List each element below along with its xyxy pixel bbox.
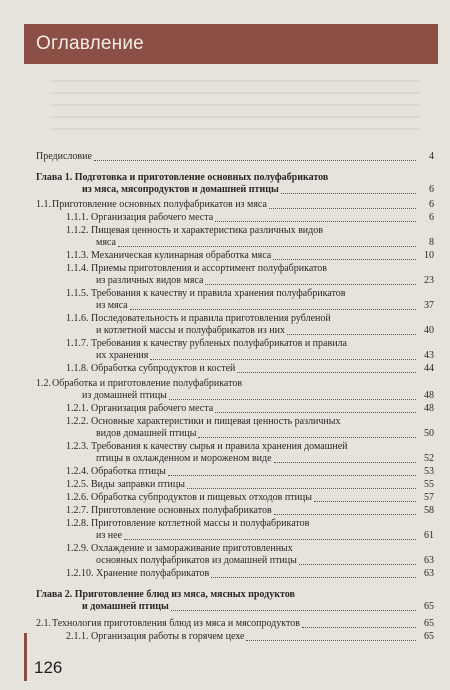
toc-page-number: 61 [424, 530, 434, 541]
toc-entry-title: Предисловие [36, 151, 92, 162]
toc-page-number: 65 [424, 601, 434, 612]
toc-entry-title: птицы в охлажденном и мороженом виде [96, 453, 272, 464]
bleed-through-text [50, 70, 420, 140]
toc-page-number: 37 [424, 300, 434, 311]
toc-entry-title: из домашней птицы [82, 390, 167, 401]
toc-entry [36, 225, 434, 249]
toc-leader-dots [198, 437, 416, 438]
toc-page-number: 48 [424, 403, 434, 414]
toc-entry [36, 543, 434, 567]
page-number: 126 [34, 658, 63, 677]
table-of-contents [36, 143, 434, 663]
toc-page-number: 63 [424, 568, 434, 579]
toc-entry-title: 1.2.1. Организация рабочего места [66, 403, 214, 414]
toc-page-number: 57 [424, 492, 434, 503]
toc-entry [36, 492, 434, 504]
toc-entry-title: 1.2.7. Приготовление основных полуфабрикатов [66, 505, 272, 516]
toc-leader-dots [237, 372, 416, 373]
toc-entry-title: из нее [96, 530, 123, 541]
toc-leader-dots [274, 514, 416, 515]
toc-entry [36, 250, 434, 262]
toc-entry-title: 1.2.5. Виды заправки птицы [66, 479, 185, 490]
toc-page-number: 8 [429, 237, 434, 248]
toc-entry-title: их хранения [96, 350, 149, 361]
toc-page-number: 10 [424, 250, 434, 261]
toc-entry [36, 263, 434, 287]
toc-leader-dots [314, 501, 416, 502]
toc-entry [36, 151, 434, 163]
toc-entry [36, 378, 434, 402]
toc-entry [36, 518, 434, 542]
toc-entry [36, 199, 434, 211]
toc-entry [36, 416, 434, 440]
toc-entry-title: и котлетной массы и полуфабрикатов из них [96, 325, 286, 336]
toc-page-number: 43 [424, 350, 434, 361]
toc-entry-title: 1.2.10. Хранение полуфабрикатов [66, 568, 210, 579]
toc-page-number: 6 [429, 184, 434, 195]
toc-entry [36, 466, 434, 478]
toc-entry [36, 618, 434, 630]
toc-entry-number: 1.1. [36, 199, 51, 210]
toc-entry [36, 568, 434, 580]
toc-page-number: 50 [424, 428, 434, 439]
toc-entry-title: 1.2.8. Приготовление котлетной массы и полуфабрикатов [66, 518, 310, 529]
toc-leader-dots [281, 193, 416, 194]
toc-entry [36, 313, 434, 337]
toc-entry-title: мяса [96, 237, 116, 248]
toc-entry-title: 2.1.1. Организация работы в горячем цехе [66, 631, 245, 642]
toc-page-number: 63 [424, 555, 434, 566]
toc-entry [36, 479, 434, 491]
toc-leader-dots [205, 284, 416, 285]
toc-leader-dots [246, 640, 416, 641]
toc-leader-dots [287, 334, 416, 335]
footer-accent-bar [24, 633, 27, 681]
toc-entry-title: 1.1.6. Последовательность и правила приготовления рубленой [66, 313, 331, 324]
toc-entry-number: 2.1. [36, 618, 51, 629]
toc-entry-title: 1.2.4. Обработка птицы [66, 466, 166, 477]
toc-leader-dots [130, 309, 416, 310]
toc-page-number: 6 [429, 212, 434, 223]
toc-entry-title: 1.2.6. Обработка субпродуктов и пищевых отходов птицы [66, 492, 312, 503]
toc-entry [36, 631, 434, 643]
toc-entry [36, 212, 434, 224]
toc-leader-dots [302, 627, 416, 628]
toc-entry-title: и домашней птицы [82, 601, 169, 612]
toc-page-number: 23 [424, 275, 434, 286]
toc-page-number: 65 [424, 618, 434, 629]
toc-entry-number: 1.2. [36, 378, 51, 389]
toc-entry-title: Глава 2. Приготовление блюд из мяса, мясных продуктов [36, 589, 295, 600]
toc-leader-dots [124, 539, 416, 540]
toc-entry-title: 1.1.4. Приемы приготовления и ассортимент полуфабрикатов [66, 263, 327, 274]
toc-leader-dots [118, 246, 416, 247]
toc-entry-title: 1.2.3. Требования к качеству сырья и правила хранения домашней [66, 441, 348, 452]
toc-leader-dots [211, 577, 416, 578]
toc-entry-title: Глава 1. Подготовка и приготовление основных полуфабрикатов [36, 172, 329, 183]
toc-leader-dots [168, 475, 416, 476]
toc-heading: Оглавление [36, 33, 144, 54]
toc-leader-dots [169, 399, 416, 400]
toc-entry-title: 1.1.5. Требования к качеству и правила хранения полуфабрикатов [66, 288, 346, 299]
toc-leader-dots [299, 564, 416, 565]
toc-entry-title: из мяса, мясопродуктов и домашней птицы [82, 184, 279, 195]
toc-entry-title: 1.1.1. Организация рабочего места [66, 212, 214, 223]
toc-page-number: 55 [424, 479, 434, 490]
toc-entry [36, 441, 434, 465]
toc-leader-dots [150, 359, 416, 360]
toc-page-number: 52 [424, 453, 434, 464]
toc-entry-title: 1.2.2. Основные характеристики и пищевая ценность различных [66, 416, 341, 427]
toc-entry-title: 1.1.7. Требования к качеству рубленых полуфабрикатов и правила [66, 338, 347, 349]
toc-entry [36, 288, 434, 312]
toc-leader-dots [274, 462, 416, 463]
toc-entry-title: 1.1.2. Пищевая ценность и характеристика различных видов [66, 225, 323, 236]
toc-page-number: 48 [424, 390, 434, 401]
toc-leader-dots [273, 259, 416, 260]
toc-entry-title: 1.2.9. Охлаждение и замораживание приготовленных [66, 543, 293, 554]
toc-page-number: 40 [424, 325, 434, 336]
toc-page-number: 4 [429, 151, 434, 162]
toc-page-number: 58 [424, 505, 434, 516]
toc-entry-title: основных полуфабрикатов из домашней птицы [96, 555, 297, 566]
toc-entry [36, 363, 434, 375]
toc-entry-title: Обработка и приготовление полуфабрикатов [52, 378, 243, 389]
toc-entry-title: из мяса [96, 300, 128, 311]
toc-page-number: 65 [424, 631, 434, 642]
toc-entry [36, 172, 434, 196]
toc-entry [36, 338, 434, 362]
toc-page-number: 6 [429, 199, 434, 210]
toc-leader-dots [187, 488, 416, 489]
toc-entry-title: из различных видов мяса [96, 275, 204, 286]
toc-leader-dots [94, 160, 416, 161]
toc-leader-dots [171, 610, 416, 611]
toc-leader-dots [215, 412, 416, 413]
toc-entry-title: Приготовление основных полуфабрикатов из мяса [52, 199, 267, 210]
toc-entry [36, 505, 434, 517]
toc-page-number: 44 [424, 363, 434, 374]
toc-leader-dots [269, 208, 416, 209]
toc-entry [36, 403, 434, 415]
toc-page-number: 53 [424, 466, 434, 477]
toc-leader-dots [215, 221, 416, 222]
toc-header-bar [24, 24, 438, 64]
toc-entry-title: Технология приготовления блюд из мяса и мясопродуктов [52, 618, 300, 629]
toc-entry-title: видов домашней птицы [96, 428, 197, 439]
toc-entry-title: 1.1.3. Механическая кулинарная обработка мяса [66, 250, 272, 261]
toc-entry [36, 589, 434, 613]
toc-entry-title: 1.1.8. Обработка субпродуктов и костей [66, 363, 236, 374]
